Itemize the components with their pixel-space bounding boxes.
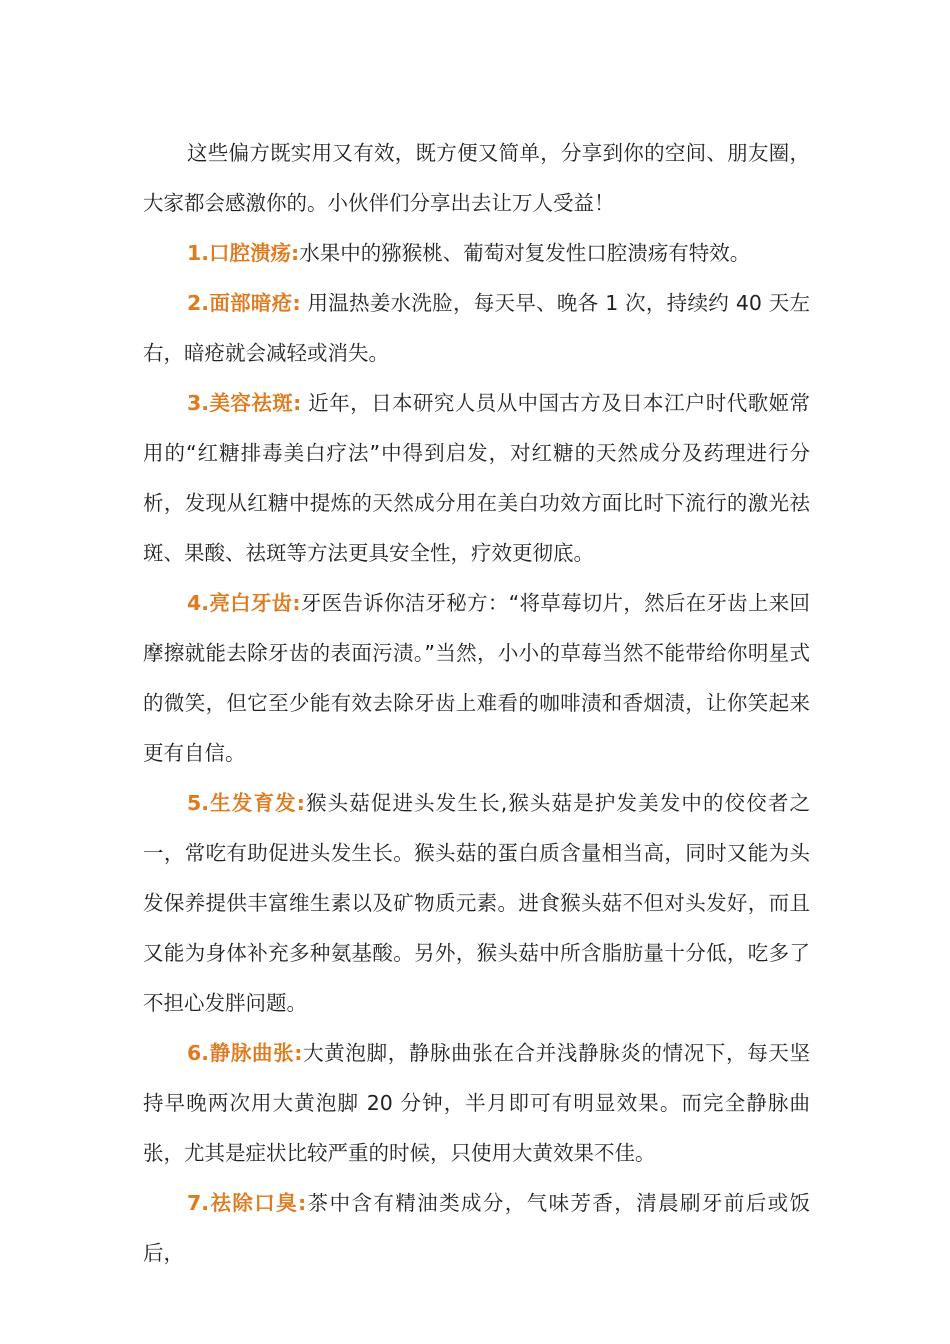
remedy-body: 水果中的猕猴桃、葡萄对复发性口腔溃疡有特效。 xyxy=(299,241,751,265)
remedy-item-bad-breath xyxy=(143,1178,810,1278)
remedy-item-mouth-ulcer xyxy=(143,228,810,278)
remedy-heading: 6.静脉曲张: xyxy=(187,1041,303,1065)
remedy-item-acne xyxy=(143,278,810,378)
remedy-body: 大黄泡脚，静脉曲张在合并浅静脉炎的情况下，每天坚持早晚两次用大黄泡脚 20 分钟，半月即可有明显效果。而完全静脉曲张，尤其是症状比较严重的时候，只使用大黄效果不佳。 xyxy=(143,1041,811,1165)
remedy-body: 用温热姜水洗脸，每天早、晚各 1 次，持续约 40 天左右，暗疮就会减轻或消失。 xyxy=(143,291,810,365)
remedy-item-hair-growth xyxy=(143,778,810,1028)
remedy-heading: 2.面部暗疮: xyxy=(187,291,301,315)
remedy-item-varicose-veins xyxy=(143,1028,810,1178)
remedy-body: 近年，日本研究人员从中国古方及日本江户时代歌姬常用的“红糖排毒美白疗法”中得到启发，对红糖的天然成分及药理进行分析，发现从红糖中提炼的天然成分用在美白功效方面比时下流行的激光祛斑、果酸、祛斑等方法更具安全性，疗效更彻底。 xyxy=(143,391,810,565)
remedy-body: 猴头菇促进头发生长,猴头菇是护发美发中的佼佼者之一，常吃有助促进头发生长。猴头菇的蛋白质含量相当高，同时又能为头发保养提供丰富维生素以及矿物质元素。进食猴头菇不但对头发好，而且又能为身体补充多种氨基酸。另外，猴头菇中所含脂肪量十分低，吃多了不担心发胖问题。 xyxy=(143,791,811,1015)
remedy-body: 茶中含有精油类成分，气味芳香，清晨刷牙前后或饭后， xyxy=(143,1191,811,1265)
document-content xyxy=(143,128,810,1278)
remedy-heading: 3.美容祛斑: xyxy=(187,391,302,415)
remedy-item-freckle-removal xyxy=(143,378,810,578)
remedy-heading: 5.生发育发: xyxy=(187,791,305,815)
remedy-body: 牙医告诉你洁牙秘方：“将草莓切片，然后在牙齿上来回摩擦就能去除牙齿的表面污渍。”当然，小小的草莓当然不能带给你明星式的微笑，但它至少能有效去除牙齿上难看的咖啡渍和香烟渍，让你笑起来更有自信。 xyxy=(143,591,810,765)
remedy-heading: 4.亮白牙齿: xyxy=(187,591,301,615)
remedy-heading: 7.祛除口臭: xyxy=(187,1191,307,1215)
intro-paragraph: 这些偏方既实用又有效，既方便又简单，分享到你的空间、朋友圈，大家都会感激你的。小伙伴们分享出去让万人受益！ xyxy=(143,141,810,215)
remedy-item-teeth-whitening xyxy=(143,578,810,778)
remedy-heading: 1.口腔溃疡: xyxy=(187,241,300,265)
